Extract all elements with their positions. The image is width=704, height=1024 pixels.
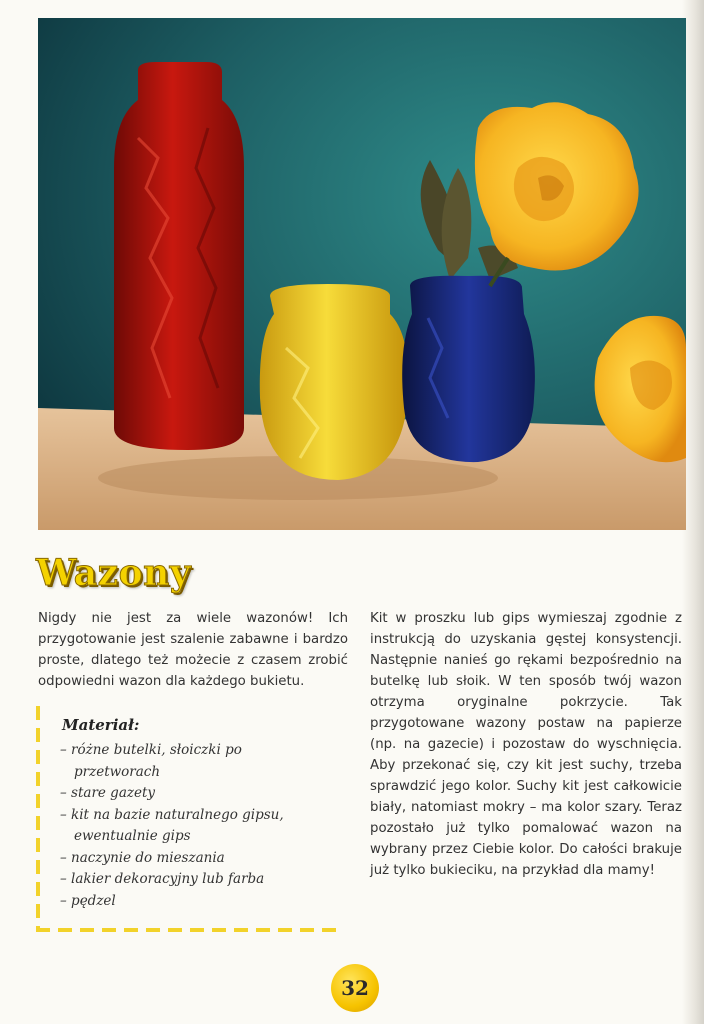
instructions-paragraph: Kit w proszku lub gips wymieszaj zgodnie z instrukcją do uzyskania gęstej konsystencji. Następnie nanieś go rękami bezpośrednio na butelkę lub słoik. W ten sposób twój wazon otrzyma oryginalne pokrzycie. Tak przygotowane wazony postaw na papierze (np. na gazecie) i pozostaw do wyschnięcia. Aby przekonać się, czy kit jest suchy, trzeba sprawdzić jego kolor. Suchy kit jest całkowicie biały, natomiast mokry – ma kolor szary. Teraz pozostało już tylko pomalować wazon na wybrany przez Ciebie kolor. Do całości brakuje już tylko bukieciku, na przykład dla mamy! (370, 611, 682, 878)
yellow-vase-icon (260, 284, 408, 480)
list-item: – kit na bazie naturalnego gipsu, ewentualnie gips (60, 805, 330, 848)
materials-box (36, 706, 342, 932)
list-item: – naczynie do mieszania (60, 848, 330, 870)
materials-heading: Materiał: (62, 716, 140, 734)
intro-paragraph: Nigdy nie jest za wiele wazonów! Ich przygotowanie jest szalenie zabawne i bardzo proste, dlatego też możecie z czasem zrobić odpowiedni wazon dla każdego bukietu. (38, 611, 348, 689)
page-number: 32 (341, 976, 369, 1000)
red-vase-icon (114, 62, 244, 450)
materials-list (60, 740, 330, 912)
page-number-badge (331, 964, 379, 1012)
list-item: – lakier dekoracyjny lub farba (60, 869, 330, 891)
list-item: – pędzel (60, 891, 330, 913)
dashed-border-bottom (36, 928, 342, 932)
list-item: – stare gazety (60, 783, 330, 805)
list-item: – różne butelki, słoiczki po przetworach (60, 740, 330, 783)
dashed-border-left (36, 706, 40, 932)
vases-photo (38, 18, 686, 530)
page-title: Wazony (36, 552, 192, 594)
